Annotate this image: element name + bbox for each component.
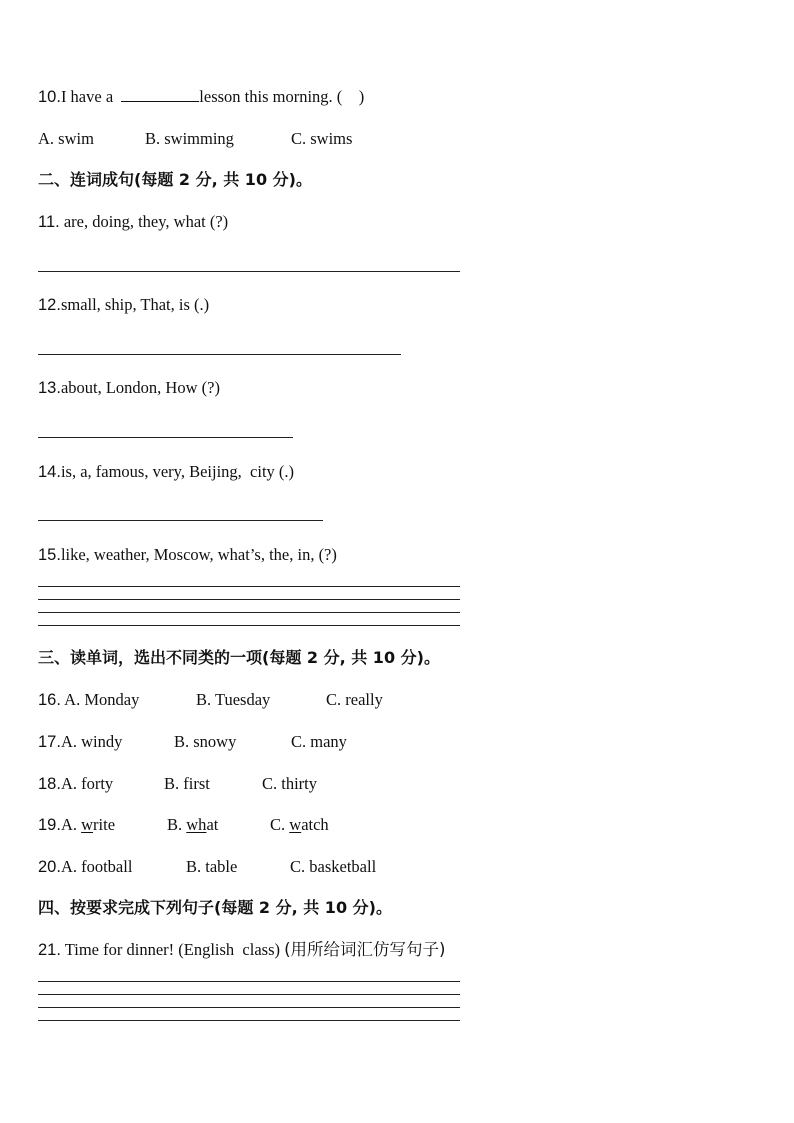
answer-line-15-4[interactable] <box>38 625 460 626</box>
answer-blank[interactable] <box>121 87 199 102</box>
answer-line-21-4[interactable] <box>38 1020 460 1021</box>
question-text: is, a, famous, very, Beijing, city (.) <box>60 462 295 481</box>
q18-option-b: B. first <box>164 774 210 793</box>
question-16 <box>38 690 139 710</box>
question-text-after: lesson this morning. ( ) <box>199 87 365 106</box>
question-18 <box>38 774 113 794</box>
question-19 <box>38 815 115 835</box>
q19-option-c: C. watch <box>270 815 329 834</box>
q20-option-a: A. football <box>60 857 133 876</box>
question-number: 16. <box>38 691 61 709</box>
answer-line-13[interactable] <box>38 437 293 438</box>
question-number: 19. <box>38 816 61 834</box>
question-10 <box>38 87 364 107</box>
q18-option-c: C. thirty <box>262 774 318 793</box>
section-3-title: 三、读单词，选出不同类的一项(每题 2 分, 共 10 分)。 <box>38 648 440 667</box>
question-11 <box>38 212 228 232</box>
question-number: 11. <box>38 213 60 231</box>
question-number: 15. <box>38 546 61 564</box>
q16-option-b: B. Tuesday <box>196 690 271 709</box>
question-14 <box>38 462 294 482</box>
question-number: 18. <box>38 775 61 793</box>
question-number: 14. <box>38 463 61 481</box>
q19-option-b: B. what <box>167 815 219 834</box>
q17-option-a: A. windy <box>60 732 123 751</box>
question-text: Time for dinner! (English class) <box>60 940 285 959</box>
question-13 <box>38 378 220 398</box>
q19-option-a: A. write <box>60 815 116 834</box>
underlined-letters: w <box>289 815 302 834</box>
underlined-letters: wh <box>186 815 207 834</box>
question-20 <box>38 857 132 877</box>
question-text: like, weather, Moscow, what’s, the, in, (?) <box>60 545 337 564</box>
answer-line-21-3[interactable] <box>38 1007 460 1008</box>
question-21 <box>38 940 446 960</box>
question-12 <box>38 295 209 315</box>
question-text: small, ship, That, is (.) <box>60 295 210 314</box>
answer-line-12[interactable] <box>38 354 401 355</box>
question-number: 10. <box>38 88 61 106</box>
question-text: are, doing, they, what (?) <box>59 212 229 231</box>
q10-option-c: C. swims <box>291 129 353 148</box>
answer-line-11[interactable] <box>38 271 460 272</box>
section-2-title: 二、连词成句(每题 2 分, 共 10 分)。 <box>38 170 312 189</box>
q10-option-b: B. swimming <box>145 129 234 148</box>
question-instruction: (用所给词汇仿写句子) <box>284 940 446 959</box>
answer-line-15-1[interactable] <box>38 586 460 587</box>
question-text: about, London, How (?) <box>60 378 220 397</box>
question-number: 13. <box>38 379 61 397</box>
q17-option-c: C. many <box>291 732 347 751</box>
question-text-before: I have a <box>60 87 118 106</box>
answer-line-14[interactable] <box>38 520 323 521</box>
q20-option-c: C. basketball <box>290 857 377 876</box>
question-number: 20. <box>38 858 61 876</box>
question-number: 17. <box>38 733 61 751</box>
question-number: 21. <box>38 941 61 959</box>
q16-option-c: C. really <box>326 690 383 709</box>
q10-option-a: A. swim <box>38 129 94 148</box>
answer-line-21-1[interactable] <box>38 981 460 982</box>
answer-line-21-2[interactable] <box>38 994 460 995</box>
answer-line-15-2[interactable] <box>38 599 460 600</box>
answer-line-15-3[interactable] <box>38 612 460 613</box>
q20-option-b: B. table <box>186 857 238 876</box>
underlined-letters: w <box>81 815 94 834</box>
question-15 <box>38 545 337 565</box>
section-4-title: 四、按要求完成下列句子(每题 2 分, 共 10 分)。 <box>38 898 392 917</box>
q17-option-b: B. snowy <box>174 732 237 751</box>
q18-option-a: A. forty <box>60 774 114 793</box>
q16-option-a: A. Monday <box>64 690 140 709</box>
question-17 <box>38 732 122 752</box>
question-number: 12. <box>38 296 61 314</box>
